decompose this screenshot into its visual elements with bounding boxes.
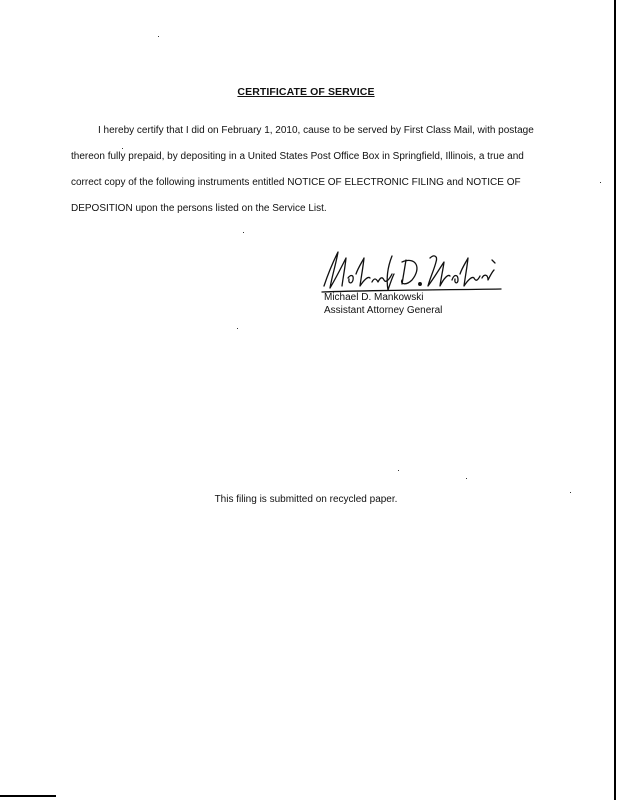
scan-border-right [614,0,616,800]
handwritten-signature [318,248,503,294]
signatory-name: Michael D. Mankowski [324,292,424,303]
scan-speck [158,36,159,37]
scan-speck [570,492,571,493]
scan-speck [243,232,244,233]
recycled-paper-note: This filing is submitted on recycled paper. [214,494,398,505]
certification-text: I hereby certify that I did on February 1, 2010, cause to be served by First Class Mail, with postage thereon fully prepaid, by depositing in a United States Post Office Box in Springfield, Illinois, a true and correct copy of the following instruments entitled NOTICE OF ELECTRONIC FILING and NOTICE OF DEPOSITION upon the persons listed on the Service List. [71,125,534,214]
scan-speck [237,328,238,329]
scan-speck [466,478,467,479]
scan-border-bottom [0,795,56,797]
certification-paragraph [71,118,551,222]
scan-speck [398,470,399,471]
scan-speck [600,182,601,183]
signatory-title: Assistant Attorney General [324,305,443,316]
document-title: CERTIFICATE OF SERVICE [237,86,375,98]
